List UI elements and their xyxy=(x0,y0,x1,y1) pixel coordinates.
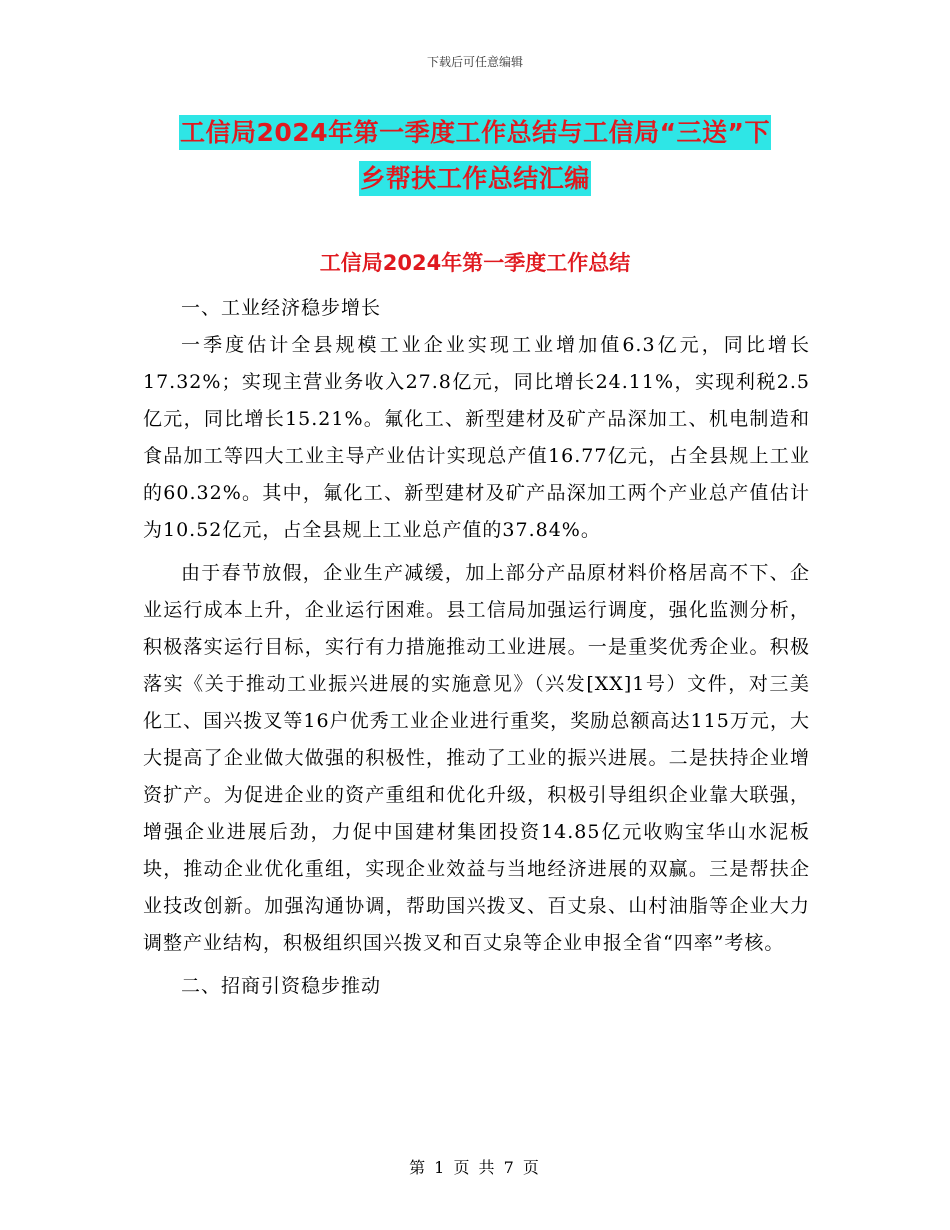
title-line-2: 乡帮扶工作总结汇编 xyxy=(359,161,591,196)
paragraph-measures: 由于春节放假，企业生产减缓，加上部分产品原材料价格居高不下、企业运行成本上升，企业运行困难。县工信局加强运行调度，强化监测分析，积极落实运行目标，实行有力措施推动工业进展。一是重奖优秀企业。积极落实《关于推动工业振兴进展的实施意见》（兴发[XX]1号）文件，对三美化工、国兴拨叉等16户优秀工业企业进行重奖，奖励总额高达115万元，大大提高了企业做大做强的积极性，推动了工业的振兴进展。二是扶持企业增资扩产。为促进企业的资产重组和优化升级，积极引导组织企业靠大联强，增强企业进展后劲，力促中国建材集团投资14.85亿元收购宝华山水泥板块，推动企业优化重组，实现企业效益与当地经济进展的双赢。三是帮扶企业技改创新。加强沟通协调，帮助国兴拨叉、百丈泉、山村油脂等企业大力调整产业结构，积极组织国兴拨叉和百丈泉等企业申报全省“四率”考核。 xyxy=(143,562,810,954)
document-title xyxy=(150,110,800,202)
title-line-1: 工信局2024年第一季度工作总结与工信局“三送”下 xyxy=(179,115,771,150)
heading-industrial-growth: 一、工业经济稳步增长 xyxy=(181,297,382,319)
header-note: 下载后可任意编辑 xyxy=(426,55,523,69)
page-footer: 第 1 页 共 7 页 xyxy=(409,1158,541,1177)
heading-investment: 二、招商引资稳步推动 xyxy=(181,975,382,997)
paragraph-q1-stats: 一季度估计全县规模工业企业实现工业增加值6.3亿元，同比增长17.32%；实现主营业务收入27.8亿元，同比增长24.11%，实现利税2.5亿元，同比增长15.21%。氟化工、新型建材及矿产品深加工、机电制造和食品加工等四大工业主导产业估计实现总产值16.77亿元，占全县规上工业的60.32%。其中，氟化工、新型建材及矿产品深加工两个产业总产值估计为10.52亿元，占全县规上工业总产值的37.84%。 xyxy=(143,334,810,541)
document-body xyxy=(143,290,810,1005)
section-title: 工信局2024年第一季度工作总结 xyxy=(319,251,631,275)
